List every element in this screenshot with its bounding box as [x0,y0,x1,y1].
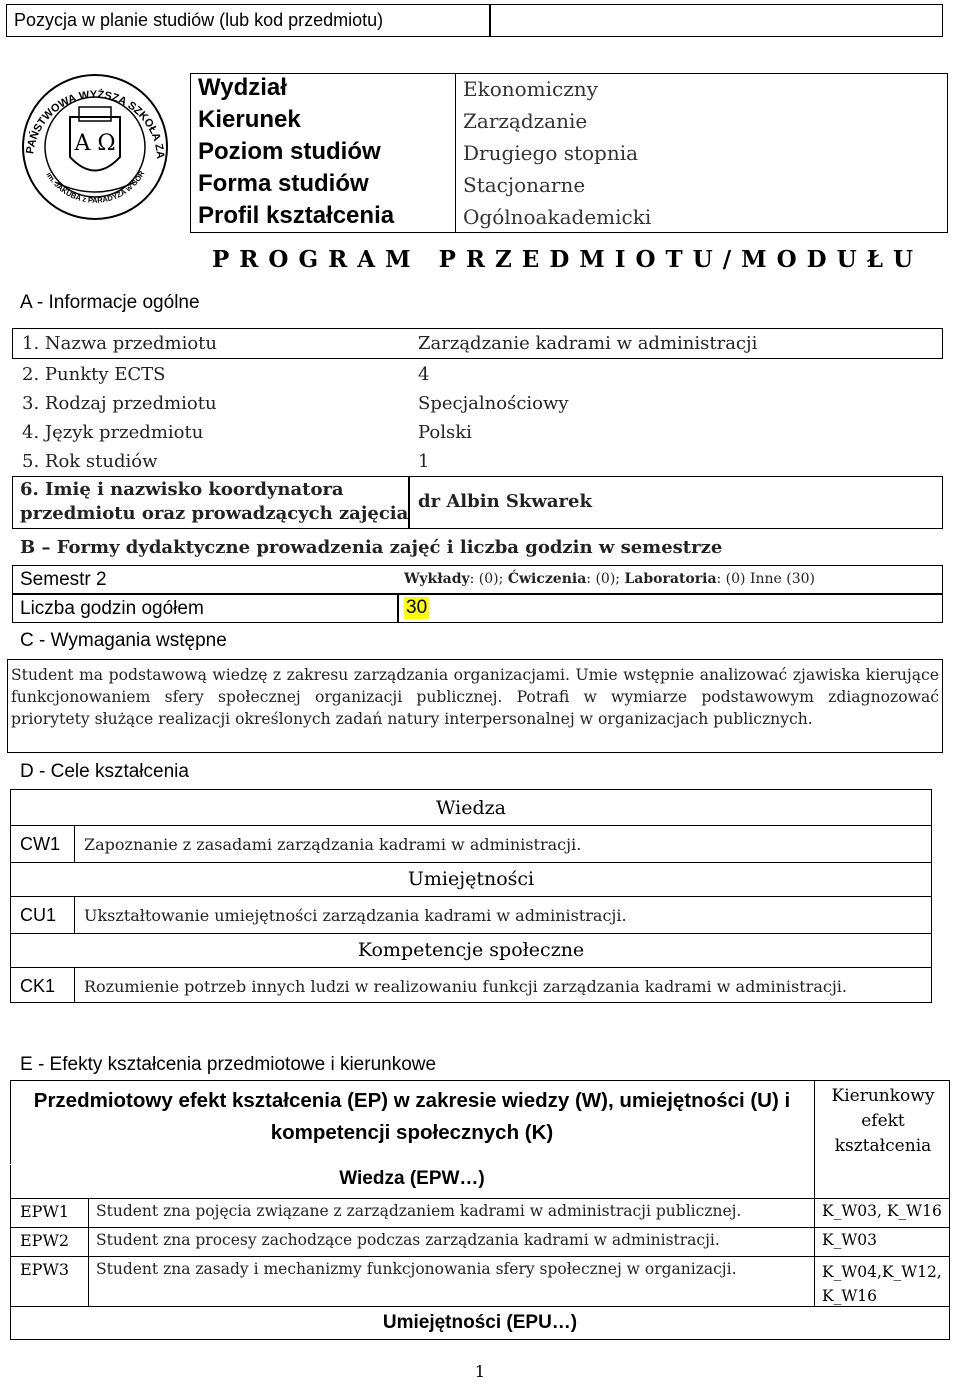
faculty-row [190,201,948,233]
info-value-name: Zarządzanie kadrami w administracji [418,333,758,354]
effect-text-epw2: Student zna procesy zachodzące podczas zarządzania kadrami w administracji. [96,1231,720,1249]
logo-arc-text: PAŃSTWOWA WYŻSZA SZKOŁA ZA [24,88,167,159]
form-lab-value: : (0) Inne (30) [716,571,816,587]
info-value-year: 1 [418,451,430,472]
goal-text-cw1: Zapoznanie z zasadami zarządzania kadrami w administracji. [84,835,582,854]
goals-line [10,825,932,826]
section-a-title: A - Informacje ogólne [20,292,200,313]
forms-line [404,571,815,587]
effects-subheading-knowledge: Wiedza (EPW…) [339,1168,485,1189]
goals-heading-competences: Kompetencje społeczne [357,939,585,961]
goals-line [74,896,75,933]
coordinator-value: dr Albin Skwarek [418,491,592,512]
goals-line [74,967,75,1003]
form-lecture-value: : (0); [469,571,508,587]
faculty-row [190,105,948,137]
program-title: P R O G R A M P R Z E D M I O T U / M O D U Ł U [212,246,915,273]
effect-ref-epw2: K_W03 [822,1231,877,1249]
faculty-label-forma: Forma studiów [198,170,369,197]
goals-heading-knowledge: Wiedza [435,797,507,819]
effects-line [88,1198,89,1306]
goals-line [10,933,932,934]
info-label-year: 5. Rok studiów [22,451,158,472]
goal-code-cu1: CU1 [20,905,57,925]
effect-code-epw2: EPW2 [20,1231,70,1250]
info-label-type: 3. Rodzaj przedmiotu [22,393,217,414]
university-seal-icon [15,72,175,222]
effect-ref-epw3: K_W04,K_W12, K_W16 [822,1263,942,1305]
goals-line [10,862,932,863]
goal-text-cu1: Ukształtowanie umiejętności zarządzania kadrami w administracji. [84,906,627,925]
effects-line [10,1306,950,1307]
goals-line [10,896,932,897]
section-b-title: B – Formy dydaktyczne prowadzenia zajęć i liczba godzin w semestrze [20,537,723,558]
info-value-ects: 4 [418,364,430,385]
logo-bottom-text: im. JAKUBA z PARADYŻA w GOR [44,169,147,205]
goals-line [10,967,932,968]
effects-line [10,1227,950,1228]
effects-subheading-skills: Umiejętności (EPU…) [382,1312,578,1333]
effect-code-epw3: EPW3 [20,1260,70,1279]
effect-text-epw3: Student zna zasady i mechanizmy funkcjonowania sfery społecznej w organizacji. [96,1260,737,1278]
info-label-ects: 2. Punkty ECTS [22,364,166,385]
goal-code-ck1: CK1 [20,976,56,996]
goals-line [74,825,75,862]
prerequisites-text: Student ma podstawową wiedzę z zakresu zarządzania organizacjami. Umie wstępnie analizować zjawiska kierujące funkcjonowaniem sfery społecznej organizacji publicznej. Potrafi w wymiarze podstawowym zdiagnozować priorytety służące realizacji określonych zadań natury interpersonalnej w organizacjach publicznych. [7,659,943,753]
info-label-name: 1. Nazwa przedmiotu [22,333,217,354]
section-d-title: D - Cele kształcenia [20,761,189,782]
coordinator-label-line2: przedmiotu oraz prowadzących zajęcia [20,503,409,524]
info-value-type: Specjalnościowy [418,393,569,414]
faculty-row [190,73,948,105]
faculty-row [190,169,948,201]
plan-position-label: Pozycja w planie studiów (lub kod przedmiotu) [14,10,384,30]
hours-label: Liczba godzin ogółem [20,598,204,619]
goal-text-ck1: Rozumienie potrzeb innych ludzi w realizowaniu funkcji zarządzania kadrami w administracji. [84,977,847,996]
effect-code-epw1: EPW1 [20,1202,70,1221]
effects-line [10,1198,950,1199]
hours-value: 30 [406,597,428,618]
faculty-row [190,137,948,169]
faculty-label-profil: Profil kształcenia [198,202,395,229]
effects-header-side: Kierunkowy efekt kształcenia [831,1086,935,1156]
faculty-label-poziom: Poziom studiów [198,138,381,165]
faculty-value-wydzial: Ekonomiczny [463,77,598,101]
logo-letters: A Ω [74,131,116,156]
effect-ref-epw1: K_W03, K_W16 [822,1202,942,1220]
coordinator-label-line1: 6. Imię i nazwisko koordynatora [20,479,344,500]
faculty-value-poziom: Drugiego stopnia [463,141,639,165]
hours-divider [397,594,399,623]
faculty-value-kierunek: Zarządzanie [463,109,588,133]
section-e-title: E - Efekty kształcenia przedmiotowe i kierunkowe [20,1054,437,1075]
semester-label: Semestr 2 [20,569,107,590]
faculty-label-wydzial: Wydział [198,74,287,101]
effects-line [814,1080,815,1306]
info-value-language: Polski [418,422,472,443]
form-lecture-label: Wykłady [404,571,470,587]
section-c-title: C - Wymagania wstępne [20,630,227,651]
page-number: 1 [474,1362,486,1381]
effects-line [10,1164,814,1165]
header-divider [489,4,491,37]
form-lab-label: Laboratoria [624,571,717,587]
university-logo [15,72,175,222]
effects-header-main: Przedmiotowy efekt kształcenia (EP) w zakresie wiedzy (W), umiejętności (U) i kompetencji społecznych (K) [33,1089,791,1144]
faculty-value-forma: Stacjonarne [463,173,586,197]
goal-code-cw1: CW1 [20,834,60,854]
form-exercise-value: : (0); [586,571,625,587]
effects-line [10,1256,950,1257]
effect-text-epw1: Student zna pojęcia związane z zarządzaniem kadrami w administracji publicznej. [96,1202,742,1220]
faculty-label-kierunek: Kierunek [198,106,301,133]
form-exercise-label: Ćwiczenia [507,571,587,587]
info-label-language: 4. Język przedmiotu [22,422,204,443]
faculty-value-profil: Ogólnoakademicki [463,205,652,229]
goals-heading-skills: Umiejętności [407,868,535,890]
